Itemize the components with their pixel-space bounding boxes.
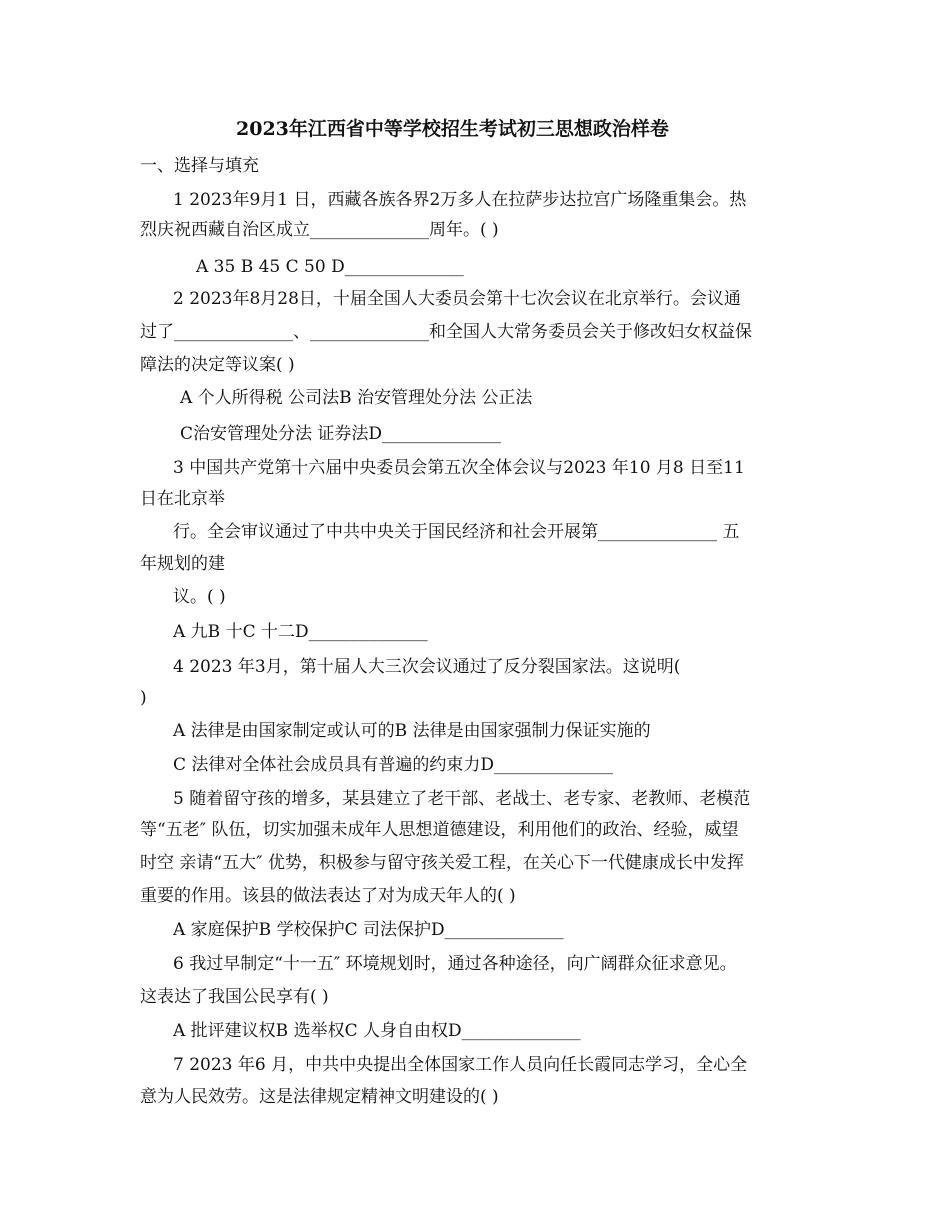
q6-line1: 6 我过早制定“十一五″ 环境规划时，通过各种途径，向广阔群众征求意见。 — [173, 954, 737, 974]
q4-line1: 4 2023 年3月，第十届人大三次会议通过了反分裂国家法。这说明( — [173, 657, 681, 677]
q5-options: A 家庭保护B 学校保护C 司法保护D______________ — [173, 920, 564, 940]
q2-line1: 2 2023年8月28日，十届全国人大委员会第十七次会议在北京举行。会议通 — [173, 289, 741, 309]
q5-line1: 5 随着留守孩的增多，某县建立了老干部、老战士、老专家、老教师、老模范 — [173, 789, 751, 809]
q5-line3: 时空 亲请“五大″ 优势，积极参与留守孩关爱工程，在关心下一代健康成长中发挥 — [140, 853, 744, 873]
q1-line2: 烈庆祝西藏自治区成立______________周年。( ) — [140, 220, 499, 240]
q1-options: A 35 B 45 C 50 D______________ — [196, 257, 464, 277]
q6-line2: 这表达了我国公民享有( ) — [140, 987, 329, 1007]
q1-line1: 1 2023年9月1 日，西藏各族各界2万多人在拉萨步达拉宫广场隆重集会。热 — [173, 190, 747, 210]
q3-line4: 年规划的建 — [140, 554, 225, 574]
q3-line3: 行。全会审议通过了中共中央关于国民经济和社会开展第______________ 五 — [173, 522, 740, 542]
q2-options-cd: C治安管理处分法 证券法D______________ — [180, 424, 502, 444]
q2-options-ab: A 个人所得税 公司法B 治安管理处分法 公正法 — [180, 388, 533, 408]
q7-line2: 意为人民效劳。这是法律规定精神文明建设的( ) — [140, 1087, 499, 1107]
q7-line1: 7 2023 年6 月，中共中央提出全体国家工作人员向任长霞同志学习，全心全 — [173, 1055, 748, 1075]
q2-line3: 障法的决定等议案( ) — [140, 355, 295, 375]
q3-line2: 日在北京举 — [140, 489, 225, 509]
q4-options-ab: A 法律是由国家制定或认可的B 法律是由国家强制力保证实施的 — [173, 721, 651, 741]
q5-line2: 等“五老″ 队伍，切实加强未成年人思想道德建设，利用他们的政治、经验，威望 — [140, 820, 739, 840]
q4-line2: ) — [140, 688, 147, 708]
q4-options-cd: C 法律对全体社会成员具有普遍的约束力D______________ — [173, 755, 614, 775]
q3-options: A 九B 十C 十二D______________ — [173, 622, 428, 642]
section-heading: 一、选择与填充 — [140, 156, 259, 176]
q2-line2: 过了______________、______________和全国人大常务委员会关于修改妇女权益保 — [140, 322, 752, 342]
q3-line5: 议。( ) — [173, 587, 226, 607]
q5-line4: 重要的作用。该县的做法表达了对为成天年人的( ) — [140, 886, 516, 906]
q6-options: A 批评建议权B 选举权C 人身自由权D______________ — [173, 1021, 581, 1041]
q3-line1: 3 中国共产党第十六届中央委员会第五次全体会议与2023 年10 月8 日至11 — [173, 458, 745, 478]
page-title: 2023年江西省中等学校招生考试初三思想政治样卷 — [236, 118, 669, 140]
